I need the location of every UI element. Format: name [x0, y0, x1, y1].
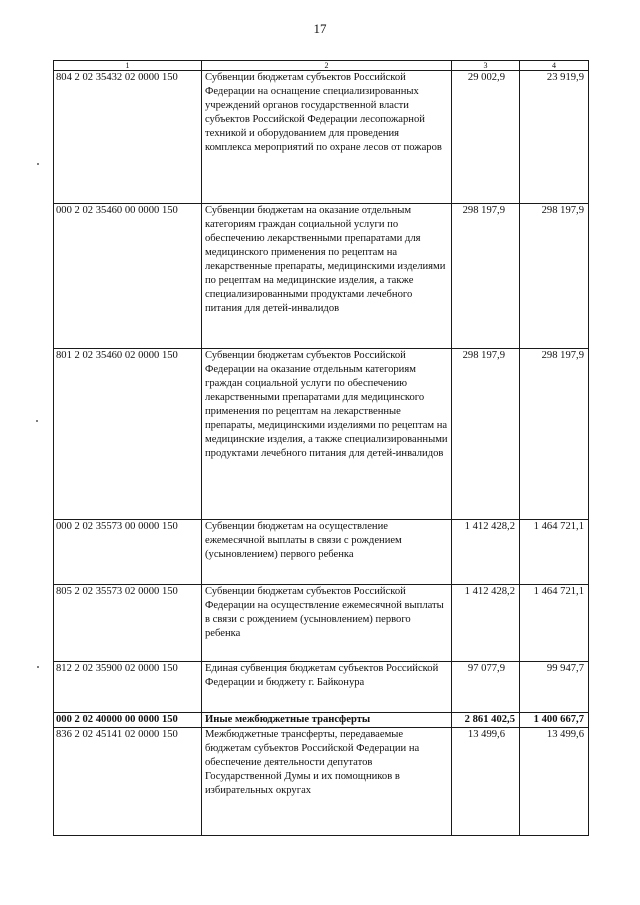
header-cell: 1	[54, 61, 202, 71]
amount-col3-cell: 298 197,9	[452, 204, 520, 349]
budget-code-cell: 812 2 02 35900 02 0000 150	[54, 662, 202, 713]
amount-col3-cell: 29 002,9	[452, 71, 520, 204]
description-cell: Субвенции бюджетам субъектов Российской Федерации на оснащение специализированных учреждений органов государственной власти субъектов Российской Федерации лесопожарной техникой и оборудованием для проведения комплекса мероприятий по охране лесов от пожаров	[202, 71, 452, 204]
amount-col3-cell: 1 412 428,2	[452, 520, 520, 585]
description-cell: Иные межбюджетные трансферты	[202, 713, 452, 728]
budget-table	[53, 60, 589, 836]
scan-speck	[37, 163, 39, 165]
table-row	[54, 349, 589, 520]
amount-col4-cell: 13 499,6	[520, 728, 589, 836]
description-cell: Субвенции бюджетам на осуществление ежемесячной выплаты в связи с рождением (усыновлением) первого ребенка	[202, 520, 452, 585]
table-row	[54, 204, 589, 349]
table-row	[54, 520, 589, 585]
amount-col4-cell: 1 400 667,7	[520, 713, 589, 728]
header-cell: 2	[202, 61, 452, 71]
table-row	[54, 713, 589, 728]
budget-code-cell: 804 2 02 35432 02 0000 150	[54, 71, 202, 204]
budget-code-cell: 805 2 02 35573 02 0000 150	[54, 585, 202, 662]
description-cell: Единая субвенция бюджетам субъектов Российской Федерации и бюджету г. Байконура	[202, 662, 452, 713]
amount-col4-cell: 1 464 721,1	[520, 520, 589, 585]
header-cell: 3	[452, 61, 520, 71]
budget-code-cell: 836 2 02 45141 02 0000 150	[54, 728, 202, 836]
amount-col4-cell: 298 197,9	[520, 349, 589, 520]
budget-code-cell: 000 2 02 40000 00 0000 150	[54, 713, 202, 728]
description-cell: Субвенции бюджетам на оказание отдельным категориям граждан социальной услуги по обеспечению лекарственными препаратами для медицинского применения по рецептам на лекарственные препараты, медицинскими изделиями по рецептам на медицинские изделия, а также специализированными продуктами лечебного питания для детей-инвалидов	[202, 204, 452, 349]
table-row	[54, 728, 589, 836]
amount-col4-cell: 298 197,9	[520, 204, 589, 349]
table-row	[54, 71, 589, 204]
amount-col3-cell: 97 077,9	[452, 662, 520, 713]
amount-col4-cell: 1 464 721,1	[520, 585, 589, 662]
table-row	[54, 585, 589, 662]
page-number: 17	[313, 21, 327, 36]
description-cell: Субвенции бюджетам субъектов Российской Федерации на оказание отдельным категориям граждан социальной услуги по обеспечению лекарственными препаратами для медицинского применения по рецептам на лекарственные препараты, медицинскими изделиями по рецептам на медицинские изделия, а также специализированными продуктами лечебного питания для детей-инвалидов	[202, 349, 452, 520]
amount-col3-cell: 1 412 428,2	[452, 585, 520, 662]
amount-col3-cell: 2 861 402,5	[452, 713, 520, 728]
description-cell: Межбюджетные трансферты, передаваемые бюджетам субъектов Российской Федерации на обеспечение деятельности депутатов Государственной Думы и их помощников в избирательных округах	[202, 728, 452, 836]
scan-speck	[37, 666, 39, 668]
amount-col4-cell: 99 947,7	[520, 662, 589, 713]
amount-col3-cell: 13 499,6	[452, 728, 520, 836]
amount-col4-cell: 23 919,9	[520, 71, 589, 204]
table-header-row	[54, 61, 589, 71]
table-row	[54, 662, 589, 713]
header-cell: 4	[520, 61, 589, 71]
budget-code-cell: 000 2 02 35460 00 0000 150	[54, 204, 202, 349]
scan-speck	[36, 420, 38, 422]
description-cell: Субвенции бюджетам субъектов Российской Федерации на осуществление ежемесячной выплаты в связи с рождением (усыновлением) первого ребенка	[202, 585, 452, 662]
budget-code-cell: 801 2 02 35460 02 0000 150	[54, 349, 202, 520]
budget-code-cell: 000 2 02 35573 00 0000 150	[54, 520, 202, 585]
amount-col3-cell: 298 197,9	[452, 349, 520, 520]
